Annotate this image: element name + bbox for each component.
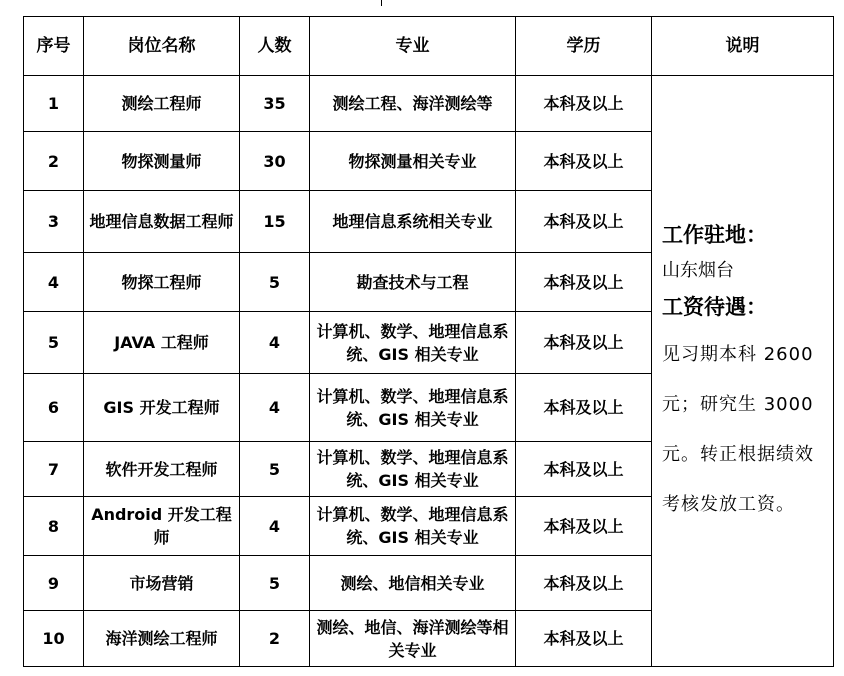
cell-count: 30 [240,132,310,191]
cell-index: 6 [24,374,84,442]
cell-index: 9 [24,556,84,611]
cell-count: 2 [240,611,310,667]
cell-major: 计算机、数学、地理信息系统、GIS 相关专业 [310,312,516,374]
location-heading: 工作驻地： [662,223,767,247]
cell-count: 35 [240,76,310,132]
cell-education: 本科及以上 [516,312,652,374]
header-index: 序号 [24,17,84,76]
cell-index: 3 [24,191,84,253]
cell-education: 本科及以上 [516,132,652,191]
cell-count: 15 [240,191,310,253]
top-marker [381,0,382,6]
header-major: 专业 [310,17,516,76]
cell-major: 物探测量相关专业 [310,132,516,191]
cell-count: 5 [240,556,310,611]
cell-index: 5 [24,312,84,374]
cell-position: 物探测量师 [84,132,240,191]
salary-heading: 工资待遇： [662,295,767,319]
notes-cell [652,76,834,667]
cell-count: 5 [240,442,310,497]
cell-major: 计算机、数学、地理信息系统、GIS 相关专业 [310,374,516,442]
location-text: 山东烟台 [662,260,734,281]
cell-major: 计算机、数学、地理信息系统、GIS 相关专业 [310,442,516,497]
cell-major: 地理信息系统相关专业 [310,191,516,253]
table-row [24,76,834,132]
cell-education: 本科及以上 [516,76,652,132]
cell-position: 地理信息数据工程师 [84,191,240,253]
salary-text: 见习期本科 2600 元；研究生 3000 元。转正根据绩效考核发放工资。 [662,344,814,515]
header-row [24,17,834,76]
cell-index: 4 [24,253,84,312]
cell-education: 本科及以上 [516,191,652,253]
cell-index: 2 [24,132,84,191]
header-notes: 说明 [652,17,834,76]
cell-position: Android 开发工程师 [84,497,240,556]
cell-index: 8 [24,497,84,556]
cell-major: 测绘工程、海洋测绘等 [310,76,516,132]
header-education: 学历 [516,17,652,76]
recruitment-table [23,16,834,667]
cell-count: 4 [240,312,310,374]
cell-position: JAVA 工程师 [84,312,240,374]
cell-major: 计算机、数学、地理信息系统、GIS 相关专业 [310,497,516,556]
header-position: 岗位名称 [84,17,240,76]
cell-index: 7 [24,442,84,497]
cell-major: 测绘、地信、海洋测绘等相关专业 [310,611,516,667]
cell-education: 本科及以上 [516,374,652,442]
cell-position: 海洋测绘工程师 [84,611,240,667]
cell-major: 测绘、地信相关专业 [310,556,516,611]
cell-education: 本科及以上 [516,556,652,611]
cell-major: 勘查技术与工程 [310,253,516,312]
cell-position: 市场营销 [84,556,240,611]
cell-index: 10 [24,611,84,667]
cell-index: 1 [24,76,84,132]
cell-count: 4 [240,374,310,442]
cell-position: 测绘工程师 [84,76,240,132]
cell-count: 5 [240,253,310,312]
cell-position: 软件开发工程师 [84,442,240,497]
cell-position: 物探工程师 [84,253,240,312]
cell-education: 本科及以上 [516,611,652,667]
cell-position: GIS 开发工程师 [84,374,240,442]
cell-education: 本科及以上 [516,253,652,312]
cell-education: 本科及以上 [516,442,652,497]
cell-count: 4 [240,497,310,556]
cell-education: 本科及以上 [516,497,652,556]
header-count: 人数 [240,17,310,76]
